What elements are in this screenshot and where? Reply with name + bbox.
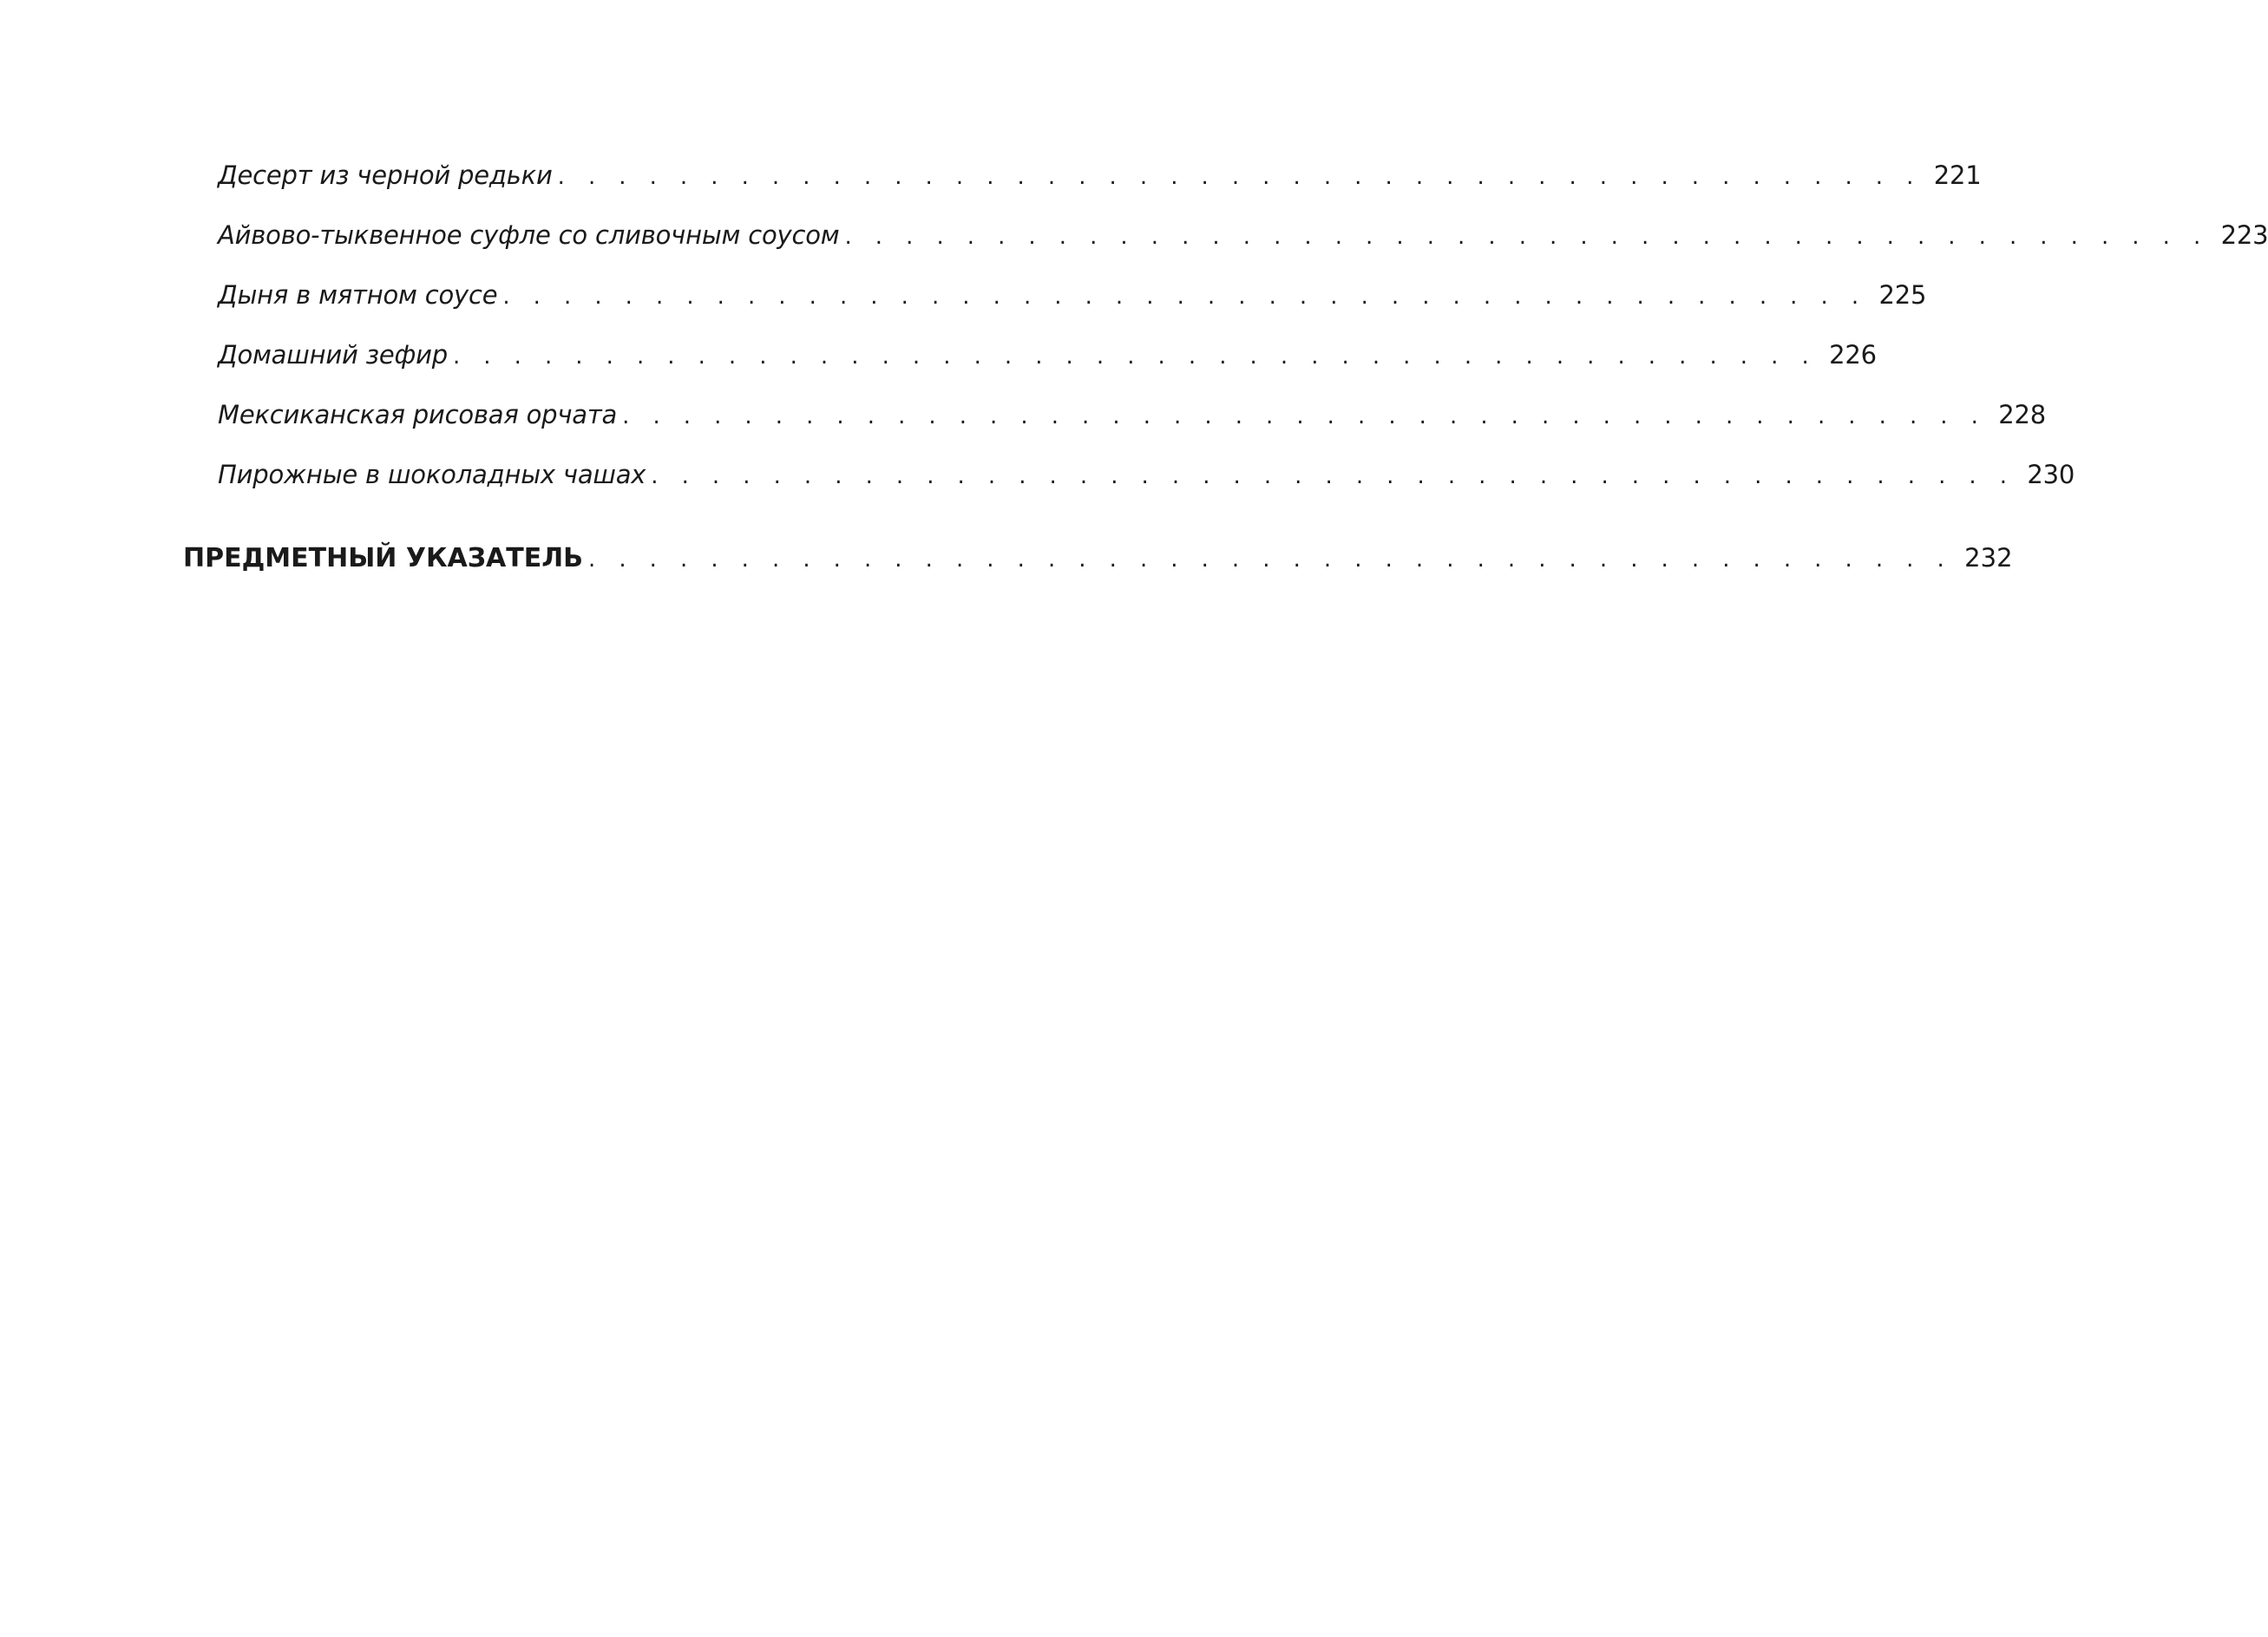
dot-leader: . . . . . . . . . . . . . . . . . . . . . . . . . . . . . . . . . . . . . . . . . . . . .: [452, 344, 1818, 370]
toc-entry[interactable]: [218, 216, 2268, 254]
toc-entry-title: Айвово-тыквенное суфле со сливочным соусом: [218, 220, 840, 250]
dot-leader: . . . . . . . . . . . . . . . . . . . . . . . . . . . . . . . . . . . . . . . . . . . . .: [557, 164, 1922, 190]
dot-leader: . . . . . . . . . . . . . . . . . . . . . . . . . . . . . . . . . . . . . . . . . . . . .: [651, 463, 2016, 489]
toc-section-title: ПРЕДМЕТНЫЙ УКАЗАТЕЛЬ: [183, 543, 584, 573]
toc-entry[interactable]: [218, 156, 1982, 194]
toc-entry-page-number: 223: [2220, 220, 2268, 250]
toc-entry-title: Дыня в мятном соусе: [218, 280, 498, 310]
toc-entry-title: Мексиканская рисовая орчата: [218, 400, 618, 429]
toc-section-page-number: 232: [1964, 543, 2013, 573]
toc-entry[interactable]: [218, 336, 1877, 374]
toc-entry[interactable]: [218, 455, 2075, 494]
toc-entry-title: Пирожные в шоколадных чашах: [218, 460, 646, 489]
toc-entry[interactable]: [218, 396, 2047, 434]
toc-entry[interactable]: [218, 276, 1927, 314]
toc-section-entry[interactable]: [183, 538, 2013, 578]
toc-entry-page-number: 226: [1829, 340, 1877, 370]
toc-entry-page-number: 221: [1933, 160, 1982, 190]
dot-leader: . . . . . . . . . . . . . . . . . . . . . . . . . . . . . . . . . . . . . . . . . . . . .: [588, 547, 1953, 573]
dot-leader: . . . . . . . . . . . . . . . . . . . . . . . . . . . . . . . . . . . . . . . . . . . . .: [844, 224, 2209, 250]
toc-entry-title: Десерт из черной редьки: [218, 160, 553, 190]
toc-entry-title: Домашний зефир: [218, 340, 448, 370]
toc-entry-page-number: 225: [1878, 280, 1927, 310]
dot-leader: . . . . . . . . . . . . . . . . . . . . . . . . . . . . . . . . . . . . . . . . . . . . .: [622, 403, 1987, 429]
toc-entry-page-number: 230: [2027, 460, 2075, 489]
dot-leader: . . . . . . . . . . . . . . . . . . . . . . . . . . . . . . . . . . . . . . . . . . . . .: [502, 284, 1867, 310]
toc-entry-page-number: 228: [1998, 400, 2047, 429]
